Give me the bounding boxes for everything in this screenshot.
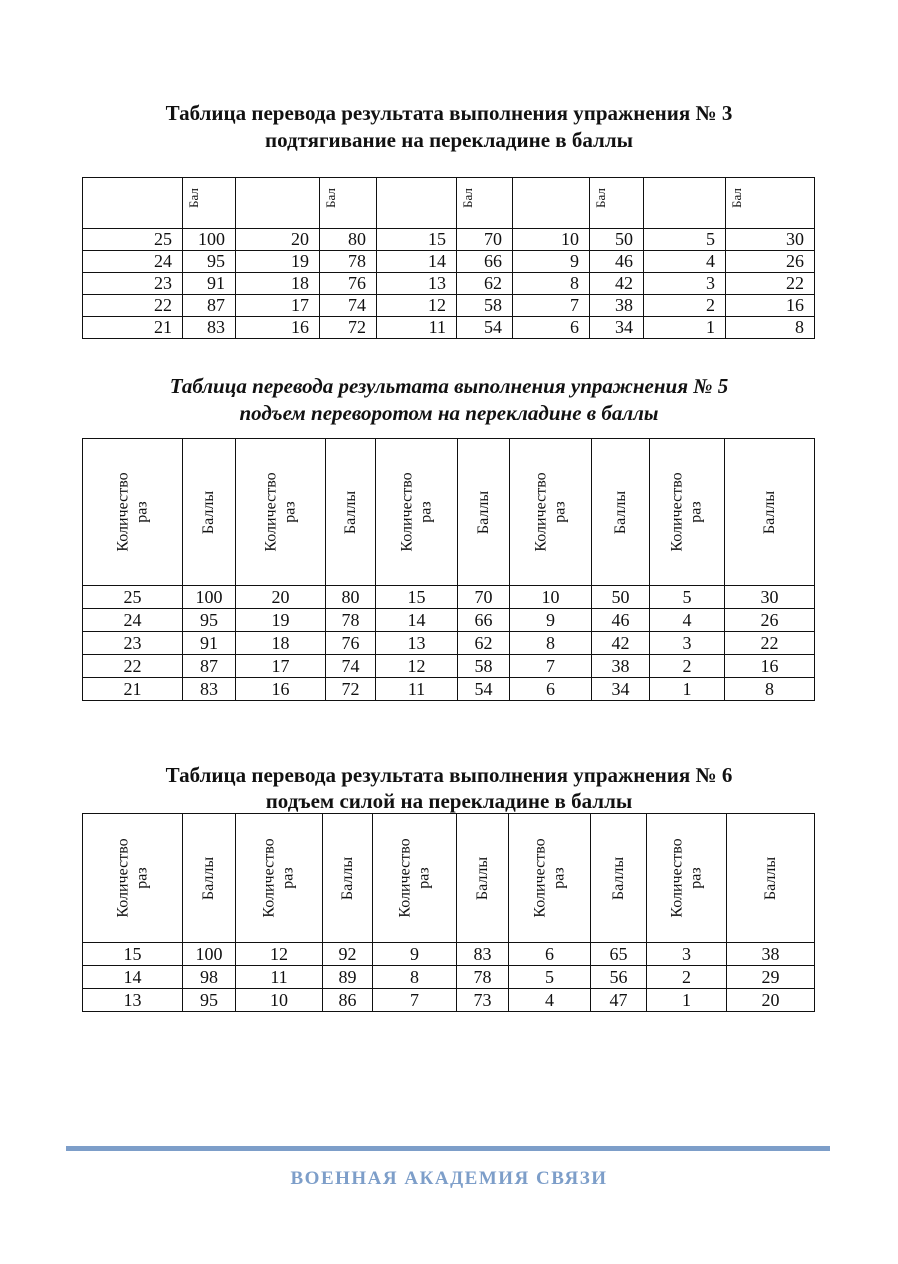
table6-cell-count: 6 [509,943,591,966]
table3-cell-count: 14 [377,251,457,273]
table5-row [83,586,815,609]
table6-header-count [83,814,183,943]
table3-header-row [83,178,815,229]
table5-cell-points: 42 [592,632,650,655]
table3-cell-points: 74 [320,295,377,317]
table5-row [83,655,815,678]
table5-header-points [458,439,510,586]
table3-row [83,273,815,295]
table6-header-points [457,814,509,943]
table5-cell-points: 80 [326,586,376,609]
table3-header-label: Бал [323,188,338,208]
table3-cell-points: 16 [726,295,815,317]
table6-cell-count: 4 [509,989,591,1012]
table5-row [83,609,815,632]
table6-header-count [647,814,727,943]
table3-cell-count: 22 [83,295,183,317]
table5-cell-count: 18 [236,632,326,655]
table5-cell-count: 9 [510,609,592,632]
table3-cell-points: 62 [457,273,513,295]
table5-cell-points: 30 [725,586,815,609]
table6-cell-count: 5 [509,966,591,989]
table3-cell-points: 22 [726,273,815,295]
table3-cell-count: 15 [377,229,457,251]
table6-header-points-label: Баллы [762,856,779,900]
table6-title-line2: подъем силой на перекладине в баллы [265,789,633,813]
table6-cell-count: 11 [236,966,323,989]
table3-title-line1: Таблица перевода результата выполнения упражнения № 3 [165,101,733,125]
table5-header-count-label: Количество раз [398,472,435,552]
table5-header-count [650,439,725,586]
table5-cell-points: 16 [725,655,815,678]
table5-cell-points: 46 [592,609,650,632]
table3-cell-points: 78 [320,251,377,273]
table3-header-label: Бал [593,188,608,208]
table6-cell-count: 13 [83,989,183,1012]
table6-cell-count: 14 [83,966,183,989]
table6-cell-count: 7 [373,989,457,1012]
table3-cell-points: 100 [183,229,236,251]
footer-divider [66,1146,830,1151]
table5-title-line2: подъем переворотом на перекладине в баллы [239,401,659,425]
table3-cell-points: 46 [590,251,644,273]
table5-cell-points: 54 [458,678,510,701]
table5-header-points [592,439,650,586]
table3-cell-points: 42 [590,273,644,295]
table3-row [83,251,815,273]
table6-header-points-label: Баллы [474,856,491,900]
table5-cell-count: 5 [650,586,725,609]
table6-cell-count: 8 [373,966,457,989]
footer-academy-name: ВОЕННАЯ АКАДЕМИЯ СВЯЗИ [290,1168,608,1189]
table5-cell-points: 78 [326,609,376,632]
table5-cell-points: 22 [725,632,815,655]
table3-cell-count: 11 [377,317,457,339]
table5-cell-count: 12 [376,655,458,678]
table5-header-count [510,439,592,586]
table5-cell-count: 25 [83,586,183,609]
table3-cell-count: 5 [644,229,726,251]
table5-header-points [725,439,815,586]
table5-cell-points: 70 [458,586,510,609]
table3-header-points [726,178,815,229]
table3-cell-count: 3 [644,273,726,295]
table6-header-points [727,814,815,943]
table5-cell-count: 10 [510,586,592,609]
table5-header-count [83,439,183,586]
table5-header-count [376,439,458,586]
table3-header-count [236,178,320,229]
table5-cell-count: 3 [650,632,725,655]
table5-header-count-label: Количество раз [669,472,706,552]
table3-title-line2: подтягивание на перекладине в баллы [264,128,634,152]
table3-cell-count: 4 [644,251,726,273]
table5-header-points-label: Баллы [761,490,778,534]
table6-cell-count: 12 [236,943,323,966]
table3-cell-count: 9 [513,251,590,273]
table5-cell-points: 72 [326,678,376,701]
table5-cell-points: 91 [183,632,236,655]
table6-header-count-label: Количество раз [531,838,568,918]
table3-cell-count: 8 [513,273,590,295]
table5-cell-points: 8 [725,678,815,701]
table6-cell-count: 2 [647,966,727,989]
table6-cell-points: 92 [323,943,373,966]
table3-cell-points: 50 [590,229,644,251]
table3-cell-count: 13 [377,273,457,295]
table5-cell-count: 2 [650,655,725,678]
table6-cell-points: 20 [727,989,815,1012]
table3-cell-points: 26 [726,251,815,273]
table5-cell-points: 74 [326,655,376,678]
table3-cell-count: 21 [83,317,183,339]
table6-cell-count: 3 [647,943,727,966]
table5-header-count-label: Количество раз [262,472,299,552]
table5-cell-count: 20 [236,586,326,609]
table5-cell-points: 62 [458,632,510,655]
table5-cell-count: 4 [650,609,725,632]
table3-cell-points: 95 [183,251,236,273]
table3-row [83,317,815,339]
table3-header-points [457,178,513,229]
table5-cell-points: 95 [183,609,236,632]
table6-header-count-label: Количество раз [114,838,151,918]
table6-header-points [323,814,373,943]
table3-cell-points: 34 [590,317,644,339]
table3-cell-count: 12 [377,295,457,317]
table6-cell-points: 47 [591,989,647,1012]
table6-cell-count: 1 [647,989,727,1012]
table5-row [83,632,815,655]
table5-cell-points: 50 [592,586,650,609]
table3-cell-count: 18 [236,273,320,295]
table6-row [83,966,815,989]
table6 [82,813,815,1012]
table5-cell-count: 16 [236,678,326,701]
table3-cell-count: 20 [236,229,320,251]
table3-cell-count: 1 [644,317,726,339]
table6-cell-points: 98 [183,966,236,989]
table6-header-points-label: Баллы [610,856,627,900]
table6-header-count-label: Количество раз [396,838,433,918]
table3-cell-count: 23 [83,273,183,295]
table5 [82,438,815,701]
table3-header-points [590,178,644,229]
table6-row [83,943,815,966]
table5-cell-count: 21 [83,678,183,701]
table5-cell-count: 7 [510,655,592,678]
table3-cell-points: 83 [183,317,236,339]
table5-cell-points: 76 [326,632,376,655]
table3 [82,177,815,339]
table3-cell-points: 58 [457,295,513,317]
table5-cell-points: 83 [183,678,236,701]
table5-row [83,678,815,701]
table6-cell-count: 9 [373,943,457,966]
table6-row [83,989,815,1012]
table6-header-points [591,814,647,943]
table5-cell-count: 15 [376,586,458,609]
table3-header-points [320,178,377,229]
table6-header-count [509,814,591,943]
table5-header-count-label: Количество раз [532,472,569,552]
table5-cell-count: 19 [236,609,326,632]
table5-cell-points: 26 [725,609,815,632]
table6-cell-points: 65 [591,943,647,966]
table5-cell-count: 17 [236,655,326,678]
table5-cell-count: 23 [83,632,183,655]
table3-cell-count: 6 [513,317,590,339]
table6-title-line1: Таблица перевода результата выполнения упражнения № 6 [165,763,733,787]
table6-cell-points: 56 [591,966,647,989]
table6-cell-points: 29 [727,966,815,989]
table3-cell-points: 54 [457,317,513,339]
table5-cell-points: 58 [458,655,510,678]
table6-cell-points: 78 [457,966,509,989]
table3-cell-points: 87 [183,295,236,317]
table3-cell-count: 2 [644,295,726,317]
table5-header-points-label: Баллы [200,490,218,534]
table5-cell-points: 87 [183,655,236,678]
table3-header-count [83,178,183,229]
table5-cell-count: 8 [510,632,592,655]
table3-cell-points: 70 [457,229,513,251]
table3-cell-count: 7 [513,295,590,317]
table6-cell-points: 83 [457,943,509,966]
table6-cell-count: 10 [236,989,323,1012]
table6-cell-points: 89 [323,966,373,989]
table5-cell-count: 6 [510,678,592,701]
table6-cell-points: 73 [457,989,509,1012]
table5-header-points-label: Баллы [475,490,492,534]
table3-cell-points: 76 [320,273,377,295]
table5-header-points-label: Баллы [342,490,359,534]
table3-header-count [644,178,726,229]
table5-header-points-label: Баллы [612,490,629,534]
table3-cell-count: 17 [236,295,320,317]
table5-cell-count: 14 [376,609,458,632]
table3-header-label: Бал [186,188,201,208]
table6-header-points-label: Баллы [200,856,218,900]
table5-cell-count: 13 [376,632,458,655]
table6-header-count-label: Количество раз [260,838,297,918]
table3-cell-count: 16 [236,317,320,339]
table6-header-row [83,814,815,943]
table6-header-points-label: Баллы [339,856,356,900]
table3-header-label: Бал [460,188,475,208]
table5-header-points [183,439,236,586]
table3-cell-count: 19 [236,251,320,273]
table3-cell-count: 25 [83,229,183,251]
table6-header-count [236,814,323,943]
table3-cell-count: 24 [83,251,183,273]
table3-cell-points: 30 [726,229,815,251]
table6-cell-points: 95 [183,989,236,1012]
table3-cell-points: 38 [590,295,644,317]
table6-header-points [183,814,236,943]
table5-cell-count: 11 [376,678,458,701]
table5-cell-count: 22 [83,655,183,678]
table3-header-points [183,178,236,229]
table5-cell-points: 34 [592,678,650,701]
table5-title-line1: Таблица перевода результата выполнения упражнения № 5 [169,374,729,398]
table3-cell-points: 66 [457,251,513,273]
table3-cell-points: 91 [183,273,236,295]
table5-header-count [236,439,326,586]
table6-header-count-label: Количество раз [668,838,705,918]
table6-cell-points: 86 [323,989,373,1012]
table3-cell-count: 10 [513,229,590,251]
table5-header-row [83,439,815,586]
table3-cell-points: 8 [726,317,815,339]
table6-header-count [373,814,457,943]
table3-header-label: Бал [729,188,744,208]
table5-header-count-label: Количество раз [114,472,151,552]
table3-row [83,295,815,317]
table5-cell-points: 38 [592,655,650,678]
table3-row [83,229,815,251]
table5-cell-points: 100 [183,586,236,609]
table6-cell-count: 15 [83,943,183,966]
table3-cell-points: 80 [320,229,377,251]
table3-cell-points: 72 [320,317,377,339]
table5-header-points [326,439,376,586]
table3-header-count [377,178,457,229]
table6-cell-points: 100 [183,943,236,966]
table5-cell-points: 66 [458,609,510,632]
table3-header-count [513,178,590,229]
table5-cell-count: 1 [650,678,725,701]
table5-cell-count: 24 [83,609,183,632]
table6-cell-points: 38 [727,943,815,966]
